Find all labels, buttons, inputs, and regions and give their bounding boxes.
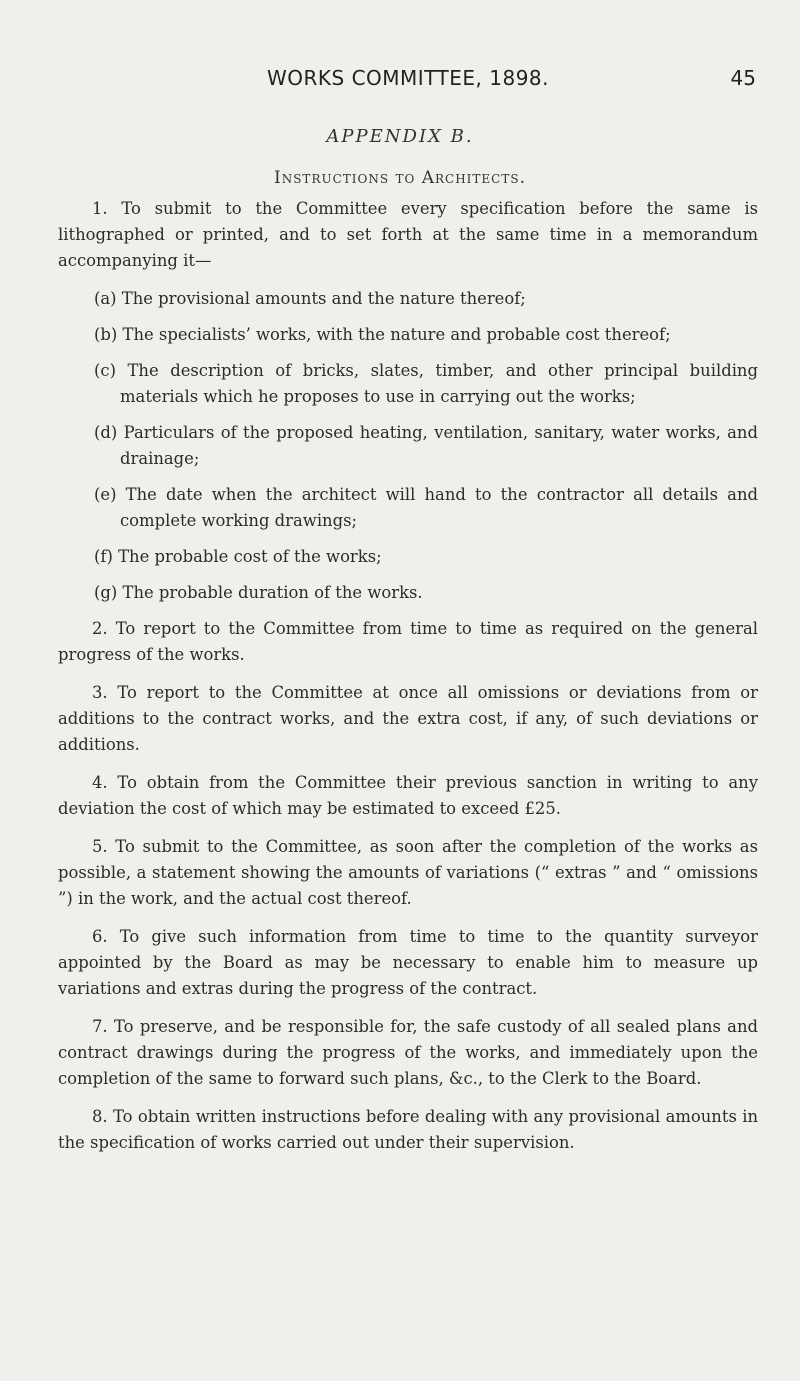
item-label: (e) (94, 485, 117, 504)
item-text: The provisional amounts and the nature thereof; (121, 289, 526, 308)
paragraph-3: 3. To report to the Committee at once all omissions or deviations from or additions to the contract works, and the extra cost, if any, of such deviations or additions. (58, 683, 758, 754)
item-label: (d) (94, 423, 118, 442)
item-label: (g) (94, 583, 118, 602)
appendix-title: APPENDIX B. (326, 126, 474, 147)
paragraph-1: 1. To submit to the Committee every specification before the same is lithographed or printed, and to set forth at the same time in a memorandum accompanying it— (58, 199, 758, 270)
item-label: (f) (94, 547, 113, 566)
paragraph-8: 8. To obtain written instructions before dealing with any provisional amounts in the specification of works carried out under their supervision. (58, 1107, 758, 1152)
list-item (58, 420, 758, 472)
list-item (58, 286, 758, 312)
page-number: 45 (730, 66, 756, 90)
paragraph-5: 5. To submit to the Committee, as soon after the completion of the works as possible, a statement showing the amounts of variations (“ extras ” and “ omissions ”) in the work, and the actual cost thereof. (58, 837, 758, 908)
running-head-title: WORKS COMMITTEE, 1898. (266, 66, 550, 90)
section-title: Instructions to Architects. (274, 168, 526, 188)
item-label: (b) (94, 325, 118, 344)
running-head (60, 66, 756, 96)
paragraph-2: 2. To report to the Committee from time to time as required on the general progress of the works. (58, 619, 758, 664)
item-text: The specialists’ works, with the nature and probable cost thereof; (122, 325, 671, 344)
document-body (58, 196, 758, 1168)
item-text: The probable cost of the works; (118, 547, 382, 566)
list-item (58, 322, 758, 348)
paragraph-4: 4. To obtain from the Committee their previous sanction in writing to any deviation the cost of which may be estimated to exceed £25. (58, 773, 758, 818)
paragraph-7: 7. To preserve, and be responsible for, the safe custody of all sealed plans and contract drawings during the progress of the works, and immediately upon the completion of the same to forward such plans, &c., to the Clerk to the Board. (58, 1017, 758, 1088)
list-item (58, 358, 758, 410)
list-item (58, 580, 758, 606)
list-item (58, 482, 758, 534)
item-label: (a) (94, 289, 117, 308)
list-item (58, 544, 758, 570)
item-text: Particulars of the proposed heating, ventilation, sanitary, water works, and drainage; (120, 423, 758, 468)
item-text: The date when the architect will hand to the contractor all details and complete working drawings; (120, 485, 758, 530)
paragraph-6: 6. To give such information from time to time to the quantity surveyor appointed by the Board as may be necessary to enable him to measure up variations and extras during the progress of the contract. (58, 927, 758, 998)
item-label: (c) (94, 361, 116, 380)
sub-item-list (58, 286, 758, 606)
item-text: The description of bricks, slates, timber, and other principal building materials which he proposes to use in carrying out the works; (120, 361, 758, 406)
item-text: The probable duration of the works. (122, 583, 423, 602)
